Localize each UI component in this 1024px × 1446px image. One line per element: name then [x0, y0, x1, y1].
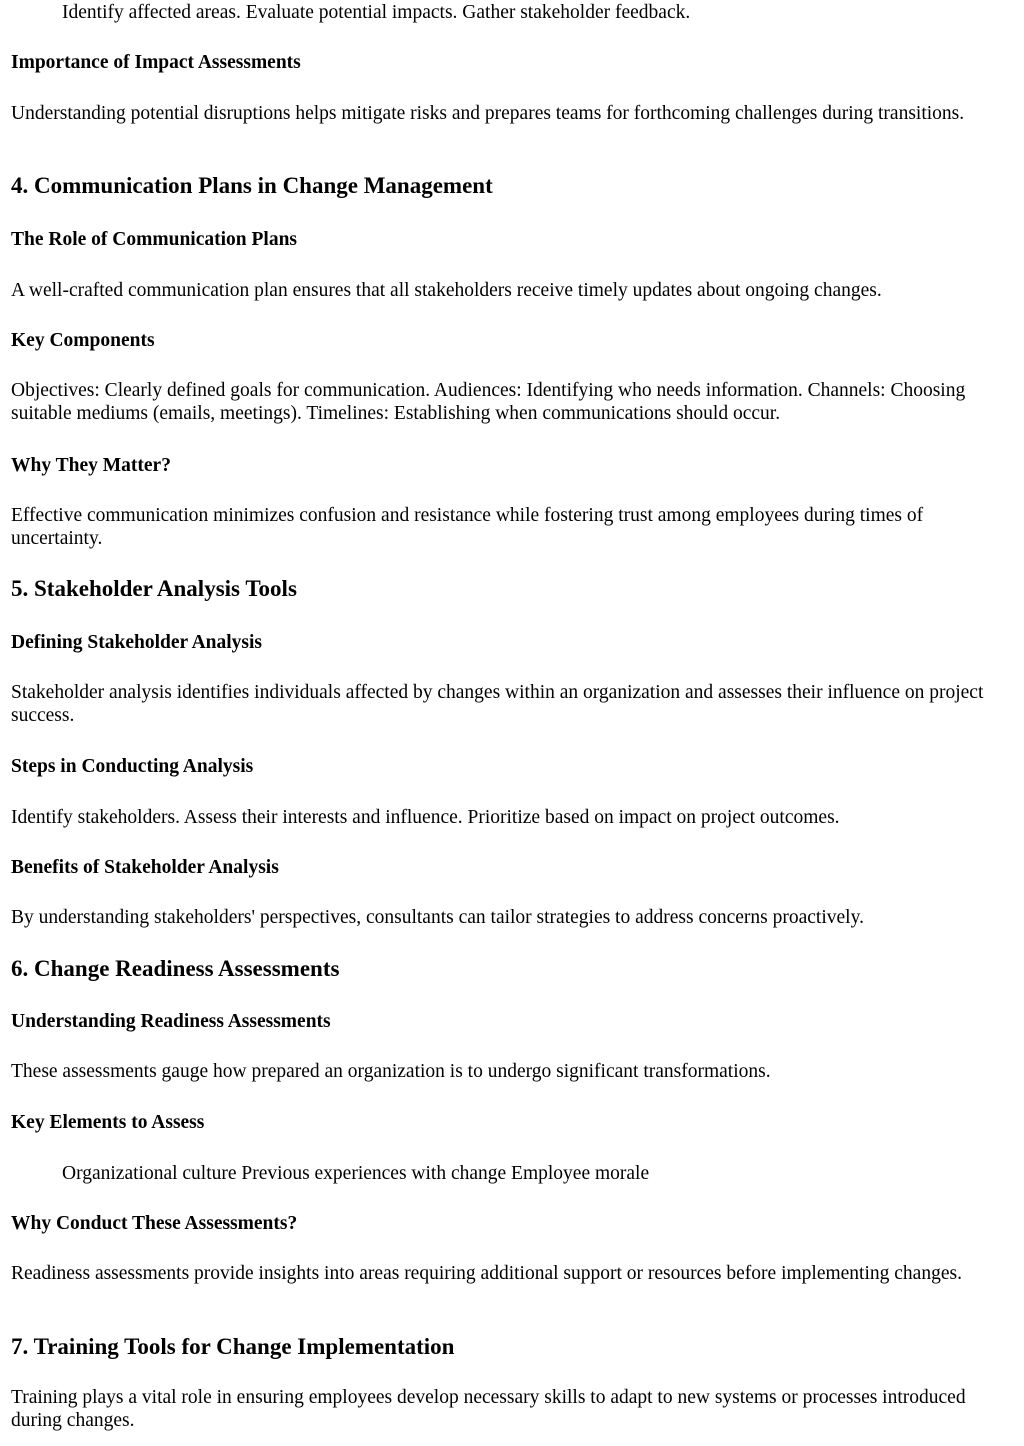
paragraph-training-tools: Training plays a vital role in ensuring employees develop necessary skills to adapt to new systems or processes introduced during changes.	[11, 1387, 966, 1431]
heading-stakeholder-analysis-tools: 5. Stakeholder Analysis Tools	[11, 576, 297, 601]
subheading-benefits-of-stakeholder-analysis: Benefits of Stakeholder Analysis	[11, 857, 279, 878]
paragraph-why-they-matter: Effective communication minimizes confusion and resistance while fostering trust among employees during times of uncertainty.	[11, 505, 924, 549]
subheading-why-they-matter: Why They Matter?	[11, 455, 171, 476]
subheading-steps-in-conducting-analysis: Steps in Conducting Analysis	[11, 756, 254, 777]
paragraph-why-conduct-these-assessments: Readiness assessments provide insights into areas requiring additional support or resources before implementing changes.	[11, 1263, 962, 1284]
heading-training-tools: 7. Training Tools for Change Implementation	[11, 1334, 455, 1359]
paragraph-understanding-readiness-assessments: These assessments gauge how prepared an organization is to undergo significant transformations.	[11, 1061, 771, 1082]
paragraph-defining-stakeholder-analysis: Stakeholder analysis identifies individuals affected by changes within an organization and assesses their influence on project success.	[11, 682, 984, 726]
subheading-key-elements-to-assess: Key Elements to Assess	[11, 1112, 205, 1133]
subheading-importance-of-impact-assessments: Importance of Impact Assessments	[11, 52, 301, 73]
subheading-role-of-communication-plans: The Role of Communication Plans	[11, 229, 298, 250]
subheading-key-components: Key Components	[11, 330, 155, 351]
heading-change-readiness-assessments: 6. Change Readiness Assessments	[11, 956, 340, 981]
paragraph-key-components: Objectives: Clearly defined goals for communication. Audiences: Identifying who needs information. Channels: Choosing suitable mediums (emails, meetings). Timelines: Establishing when communications should occur.	[11, 380, 966, 424]
list-text-impact-steps: Identify affected areas. Evaluate potential impacts. Gather stakeholder feedback.	[62, 2, 691, 23]
subheading-understanding-readiness-assessments: Understanding Readiness Assessments	[11, 1011, 331, 1032]
subheading-defining-stakeholder-analysis: Defining Stakeholder Analysis	[11, 632, 263, 653]
paragraph-communication-plan-role: A well-crafted communication plan ensures that all stakeholders receive timely updates about ongoing changes.	[11, 280, 882, 301]
paragraph-impact-importance: Understanding potential disruptions helps mitigate risks and prepares teams for forthcoming challenges during transitions.	[11, 103, 965, 124]
list-text-key-elements: Organizational culture Previous experiences with change Employee morale	[62, 1163, 650, 1184]
subheading-why-conduct-these-assessments: Why Conduct These Assessments?	[11, 1213, 298, 1234]
heading-communication-plans: 4. Communication Plans in Change Management	[11, 173, 493, 198]
paragraph-benefits-of-stakeholder-analysis: By understanding stakeholders' perspectives, consultants can tailor strategies to address concerns proactively.	[11, 907, 864, 928]
paragraph-steps-in-conducting-analysis: Identify stakeholders. Assess their interests and influence. Prioritize based on impact on project outcomes.	[11, 807, 840, 828]
